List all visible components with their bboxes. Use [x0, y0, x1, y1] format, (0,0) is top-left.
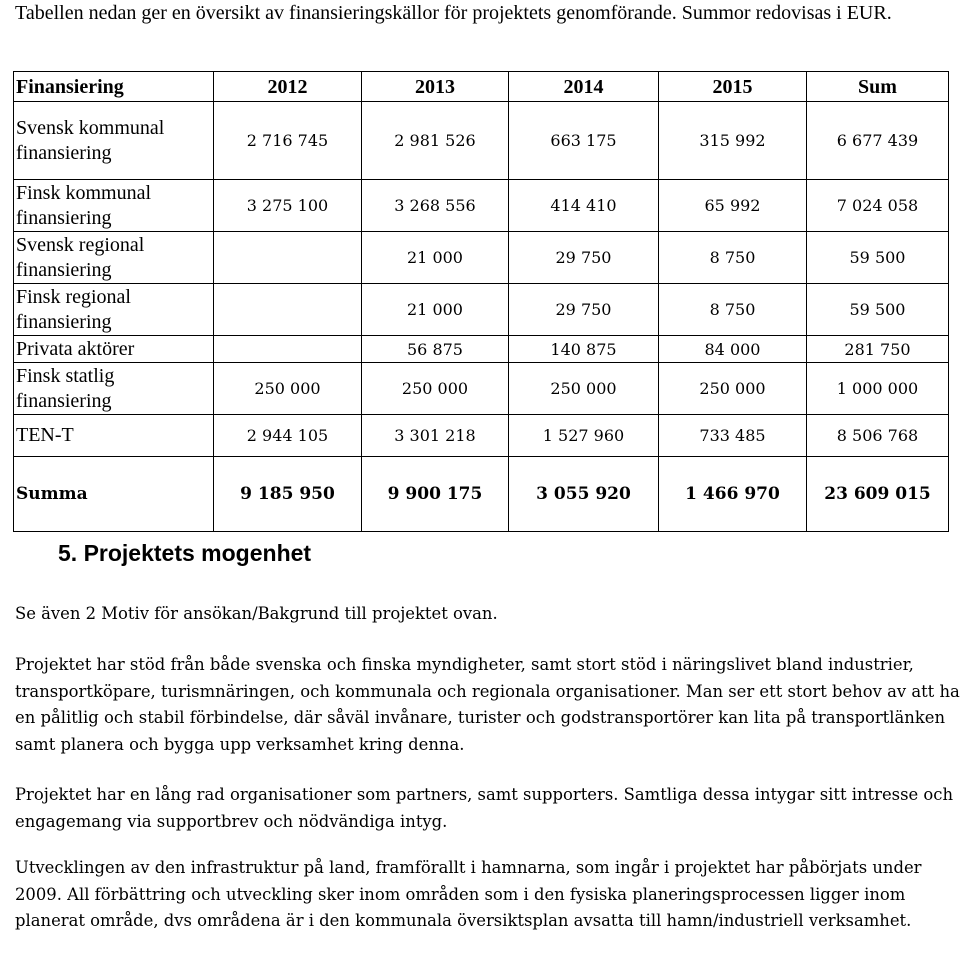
table-cell: 59 500	[807, 284, 949, 336]
table-cell: 140 875	[509, 336, 659, 363]
table-cell: 7 024 058	[807, 180, 949, 232]
total-cell: 23 609 015	[807, 457, 949, 532]
table-cell: 315 992	[659, 102, 807, 180]
table-cell: 21 000	[362, 284, 509, 336]
table-cell: 59 500	[807, 232, 949, 284]
table-cell: 2 981 526	[362, 102, 509, 180]
table-row	[14, 102, 949, 180]
table-cell: 6 677 439	[807, 102, 949, 180]
table-cell: 1 000 000	[807, 363, 949, 415]
paragraph: Se även 2 Motiv för ansökan/Bakgrund till projektet ovan.	[15, 604, 498, 623]
table-cell: 56 875	[362, 336, 509, 363]
total-cell: 9 185 950	[214, 457, 362, 532]
table-cell: 663 175	[509, 102, 659, 180]
row-label: TEN-T	[14, 415, 214, 457]
table-cell	[214, 336, 362, 363]
table-cell: 21 000	[362, 232, 509, 284]
paragraph: Projektet har stöd från både svenska och finska myndigheter, samt stort stöd i näringslivet bland industrier, transportköpare, turismnäringen, och kommunala och regionala organisationer. Man ser ett stort behov av att ha en pålitlig och stabil förbindelse, där såväl invånare, turister och godstransportörer kan lita på transportlänken samt planera och bygga upp verksamhet kring denna.	[15, 655, 960, 754]
column-header: 2013	[362, 72, 509, 102]
paragraph: Projektet har en lång rad organisationer som partners, samt supporters. Samtliga dessa intygar sitt intresse och engagemang via supportbrev och nödvändiga intyg.	[15, 785, 954, 831]
row-label: Svensk kommunal finansiering	[14, 102, 214, 180]
row-label: Finsk statlig finansiering	[14, 363, 214, 415]
table-row	[14, 232, 949, 284]
total-row	[14, 457, 949, 532]
row-label: Privata aktörer	[14, 336, 214, 363]
table-row	[14, 415, 949, 457]
table-cell	[214, 284, 362, 336]
table-cell: 2 716 745	[214, 102, 362, 180]
total-label: Summa	[14, 457, 214, 532]
total-cell: 3 055 920	[509, 457, 659, 532]
row-label: Svensk regional finansiering	[14, 232, 214, 284]
paragraph: Utvecklingen av den infrastruktur på land, framförallt i hamnarna, som ingår i projektet har påbörjats under 2009. All förbättring och utveckling sker inom områden som i den fysiska planeringsprocessen ligger inom planerat område, dvs områdena är i den kommunala översiktsplan avsatta till hamn/industriell verksamhet.	[15, 858, 922, 930]
table-cell: 3 301 218	[362, 415, 509, 457]
column-header: 2012	[214, 72, 362, 102]
table-cell: 414 410	[509, 180, 659, 232]
table-cell	[214, 232, 362, 284]
table-cell: 250 000	[362, 363, 509, 415]
table-cell: 281 750	[807, 336, 949, 363]
table-row	[14, 363, 949, 415]
table-cell: 3 268 556	[362, 180, 509, 232]
total-cell: 1 466 970	[659, 457, 807, 532]
table-cell: 3 275 100	[214, 180, 362, 232]
table-row	[14, 180, 949, 232]
column-header: 2015	[659, 72, 807, 102]
section-heading: 5. Projektets mogenhet	[58, 540, 312, 566]
table-cell: 84 000	[659, 336, 807, 363]
table-cell: 250 000	[214, 363, 362, 415]
table-cell: 250 000	[659, 363, 807, 415]
intro-text: Tabellen nedan ger en översikt av finansieringskällor för projektets genomförande. Summor redovisas i EUR.	[15, 2, 892, 24]
table-cell: 29 750	[509, 284, 659, 336]
column-header: 2014	[509, 72, 659, 102]
financing-table	[13, 71, 949, 532]
table-cell: 1 527 960	[509, 415, 659, 457]
total-cell: 9 900 175	[362, 457, 509, 532]
table-cell: 8 750	[659, 284, 807, 336]
column-header: Finansiering	[14, 72, 214, 102]
table-cell: 250 000	[509, 363, 659, 415]
row-label: Finsk regional finansiering	[14, 284, 214, 336]
table-row	[14, 336, 949, 363]
row-label: Finsk kommunal finansiering	[14, 180, 214, 232]
table-cell: 2 944 105	[214, 415, 362, 457]
table-cell: 8 750	[659, 232, 807, 284]
table-cell: 8 506 768	[807, 415, 949, 457]
column-header: Sum	[807, 72, 949, 102]
table-header-row	[14, 72, 949, 102]
table-cell: 65 992	[659, 180, 807, 232]
table-cell: 29 750	[509, 232, 659, 284]
table-cell: 733 485	[659, 415, 807, 457]
table-row	[14, 284, 949, 336]
